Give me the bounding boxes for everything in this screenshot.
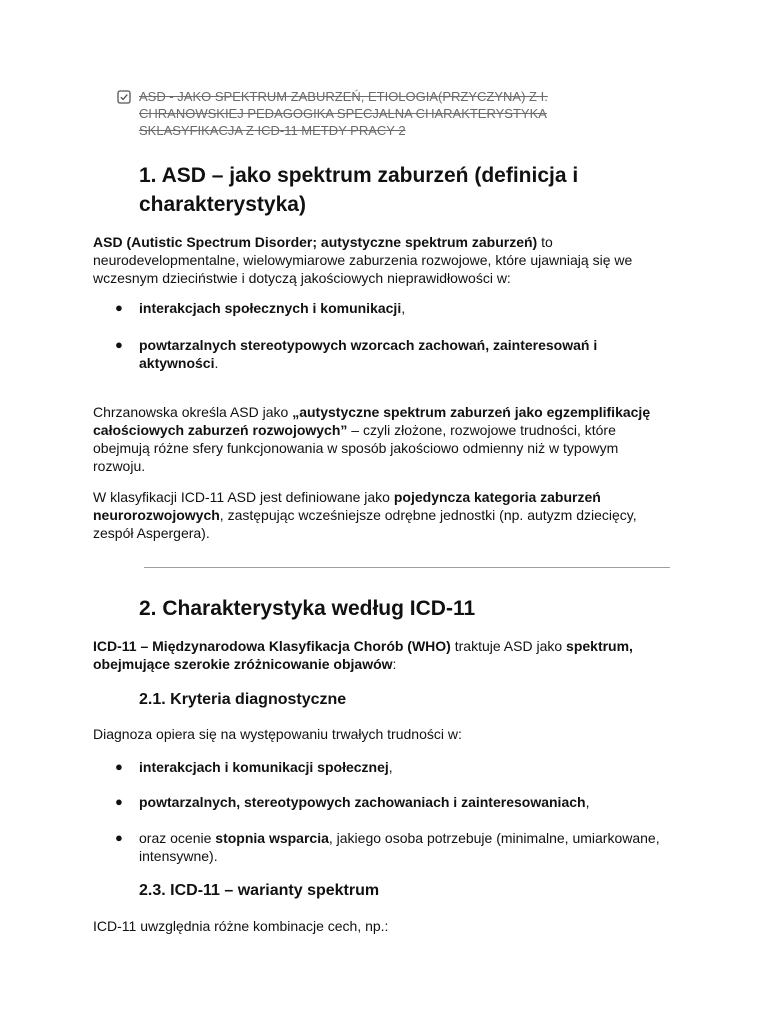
list-item-text: , [388,759,393,775]
list-item [115,336,675,372]
paragraph-bold: ICD-11 – Międzynarodowa Klasyfikacja Chorób (WHO) [93,638,451,654]
list-item [115,793,675,811]
list-item-bold: interakcjach i komunikacji społecznej [139,759,389,775]
bullet-icon: ● [115,300,123,315]
asd-definition-paragraph [93,233,673,287]
paragraph-text: , zastępując wcześniejsze odrębne jednostki (np. autyzm dziecięcy, zespół Aspergera). [93,507,637,541]
checked-checkbox-icon[interactable] [117,90,131,104]
list-item-text: , [401,300,406,316]
list-item-bold: interakcjach społecznych i komunikacji [139,300,402,316]
bullet-icon: ● [115,830,123,845]
paragraph-bold: spektrum, obejmujące szerokie zróżnicowanie objawów [93,638,633,672]
paragraph-bold: pojedyncza kategoria zaburzeń neurorozwojowych [93,489,601,523]
list-item [115,299,675,317]
paragraph-text: Chrzanowska określa ASD jako [93,404,293,420]
chrzanowska-paragraph [93,403,673,475]
list-item-text: . [214,355,219,371]
subsection-2-3-heading: 2.3. ICD-11 – warianty spektrum [139,882,380,899]
list-item-bold: stopnia wsparcia [215,830,329,846]
list-item-bold: powtarzalnych stereotypowych wzorcach zachowań, zainteresowań i aktywności [139,337,598,371]
subsection-2-1-heading: 2.1. Kryteria diagnostyczne [139,691,347,708]
bullet-icon: ● [115,337,123,352]
diagnosis-intro-paragraph: Diagnoza opiera się na występowaniu trwałych trudności w: [93,726,462,742]
horizontal-divider [144,567,670,568]
paragraph-text: traktuje ASD jako [450,638,567,654]
list-item-text: oraz ocenie [139,830,216,846]
paragraph-text: W klasyfikacji ICD-11 ASD jest definiowane jako [93,489,394,505]
variants-intro-paragraph: ICD-11 uwzględnia różne kombinacje cech, np.: [93,918,389,934]
asd-definition-text: to neurodevelopmentalne, wielowymiarowe zaburzenia rozwojowe, które ujawniają się we wczesnym dzieciństwie i dotyczą jakościowych nieprawidłowości w: [93,234,633,286]
icd11-classification-paragraph [93,488,673,542]
icd11-intro-paragraph [93,637,673,673]
list-item [115,829,675,865]
paragraph-text: – czyli złożone, rozwojowe trudności, które obejmują różne sfery funkcjonowania w sposób jakościowo odmienny niż w typowym rozwoju. [93,422,619,474]
bullet-icon: ● [115,759,123,774]
asd-term: ASD (Autistic Spectrum Disorder; autystyczne spektrum zaburzeń) [93,234,538,250]
section-2-heading: 2. Charakterystyka według ICD-11 [139,597,476,620]
list-item-bold: powtarzalnych, stereotypowych zachowaniach i zainteresowaniach [139,794,586,810]
checklist-item-text: ASD - JAKO SPEKTRUM ZABURZEŃ, ETIOLOGIA(PRZYCZYNA) Z I. CHRANOWSKIEJ PEDAGOGIKA SPECJALNA CHARAKTERYSTYKA SKLASYFIKACJA Z ICD-11 METDY PRACY 2 [139,89,548,138]
checklist-item[interactable] [117,88,597,139]
list-item-text: , jakiego osoba potrzebuje (minimalne, umiarkowane, intensywne). [139,830,660,864]
section-1-heading: 1. ASD – jako spektrum zaburzeń (definicja i charakterystyka) [139,164,579,216]
paragraph-bold: „autystyczne spektrum zaburzeń jako egzemplifikację całościowych zaburzeń rozwojowych” [93,404,651,438]
paragraph-text: : [392,656,397,672]
bullet-icon: ● [115,794,123,809]
list-item [115,758,675,776]
list-item-text: , [585,794,590,810]
